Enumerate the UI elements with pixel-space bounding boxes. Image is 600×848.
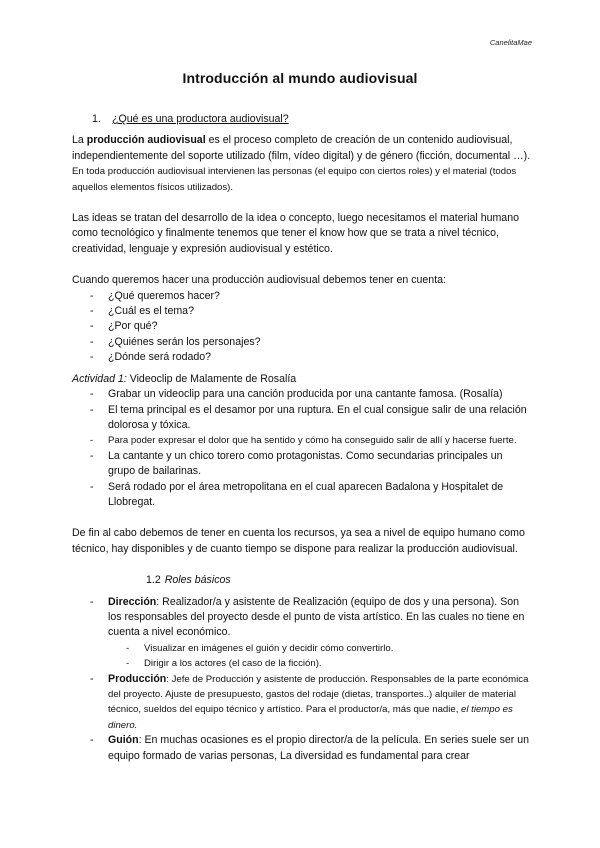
text-run: La <box>72 134 87 147</box>
list-item: - Grabar un videoclip para una canción producida por una cantante famosa. (Rosalía) <box>72 387 532 402</box>
list-item: - ¿Quiénes serán los personajes? <box>72 335 532 350</box>
section-title: Roles básicos <box>164 574 231 587</box>
page-title: Introducción al mundo audiovisual <box>182 70 418 86</box>
activity-title: Videoclip de Malamente de Rosalía <box>126 372 297 385</box>
list-item: - ¿Por qué? <box>72 319 532 334</box>
role-description: : En muchas ocasiones es el propio director/a de la película. En series suele ser un equipo formado de varias personas, La diversidad es fundamental para crear <box>108 734 530 762</box>
paragraph-intro-questions: Cuando queremos hacer una producción audiovisual debemos tener en cuenta: <box>72 274 446 287</box>
role-name: Dirección <box>108 595 157 608</box>
text-run-small: En toda producción audiovisual intervienen las personas (el equipo con ciertos roles) y el material (todos aquellos elementos físicos utilizados). <box>72 166 517 193</box>
role-item <box>72 733 532 764</box>
section-heading-1-2 <box>72 573 532 588</box>
sub-list-item: - Dirigir a los actores (el caso de la ficción). <box>72 656 532 671</box>
list-item: - La cantante y un chico torero como protagonistas. Como secundarias principales un grupo de bailarinas. <box>72 449 532 480</box>
list-item: - El tema principal es el desamor por una ruptura. En el cual consigue salir de una relación dolorosa y tóxica. <box>72 403 532 434</box>
bold-term: producción audiovisual <box>86 134 206 147</box>
list-item: - ¿Qué queremos hacer? <box>72 289 532 304</box>
role-description: : Realizador/a y asistente de Realización (equipo de dos y una persona). Son los responsables del proyecto desde el punto de vista artístico. En las cuales no tiene en cuenta a nivel económico. <box>108 595 525 639</box>
role-name: Producción <box>108 672 167 685</box>
paragraph-resources: De fin al cabo debemos de tener en cuenta los recursos, ya sea a nivel de equipo humano como técnico, hay disponibles y de cuanto tiempo se dispone para realizar la producción audiovisual. <box>72 527 525 555</box>
section-number: 1. <box>92 113 101 125</box>
list-item: - Para poder expresar el dolor que ha sentido y cómo ha conseguido salir de allí y hacerse fuerte. <box>72 433 532 448</box>
author-header: CanelitaMae <box>489 38 532 47</box>
section-title: ¿Qué es una productora audiovisual? <box>112 113 289 125</box>
activity-list <box>72 387 532 510</box>
section-number: 1.2 <box>146 574 161 587</box>
role-item <box>72 672 532 734</box>
questions-list <box>72 289 532 366</box>
list-item: - ¿Dónde será rodado? <box>72 350 532 365</box>
paragraph-ideas: Las ideas se tratan del desarrollo de la idea o concepto, luego necesitamos el material humano como tecnológico y finalmente tenemos que tener el know how que se trata a nivel técnico, creatividad, lenguaje y expresión audiovisual y estético. <box>72 212 519 255</box>
role-name: Guión <box>108 734 139 747</box>
text-run: es el proceso completo de creación de un contenido audiovisual, independientemente del soporte utilizado (film, vídeo digital) y de género (ficción, documental …). <box>72 134 531 162</box>
role-description: : Jefe de Producción y asistente de producción. Responsables de la parte económica del proyecto. Ajuste de presupuesto, gastos del rodaje (dietas, transportes..) alquiler de material técnico, sueldos del equipo técnico y artístico. Para el productor/a, más que nadie, <box>108 673 529 716</box>
section-heading-1 <box>72 112 532 127</box>
activity-heading <box>72 372 532 387</box>
activity-label: Actividad 1: <box>72 372 127 385</box>
role-emphasis: el tiempo es dinero. <box>108 704 513 731</box>
role-sublist <box>72 641 532 672</box>
list-item: - Será rodado por el área metropolitana en el cual aparecen Badalona y Hospitalet de Llobregat. <box>72 480 532 511</box>
list-item: - ¿Cuál es el tema? <box>72 304 532 319</box>
sub-list-item: - Visualizar en imágenes el guión y decidir cómo convertirlo. <box>72 641 532 656</box>
role-item <box>72 595 532 672</box>
document-body <box>72 112 532 764</box>
paragraph-definition <box>72 133 532 195</box>
roles-list <box>72 595 532 764</box>
